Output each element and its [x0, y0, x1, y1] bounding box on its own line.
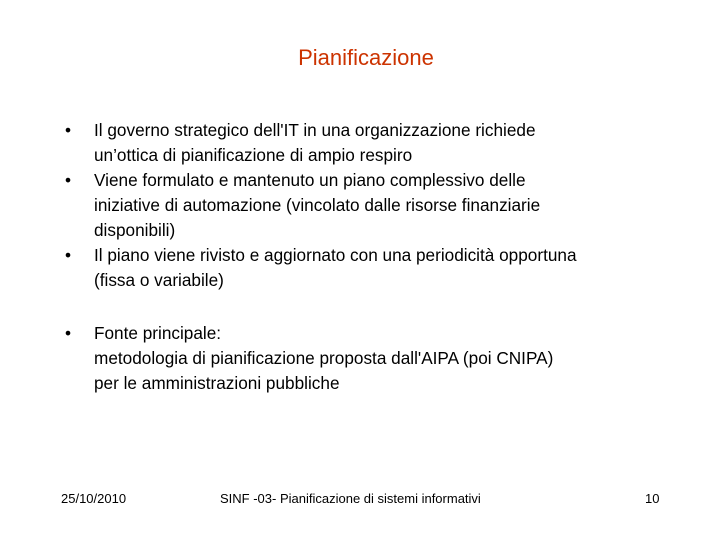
- bullet-item: [60, 118, 670, 168]
- bullet-text-line: Fonte principale:: [94, 323, 222, 343]
- bullet-text-line: Il governo strategico dell'IT in una organizzazione richiede: [94, 120, 536, 140]
- footer-page-number: 10: [645, 491, 660, 506]
- bullet-text-line: per le amministrazioni pubbliche: [94, 373, 340, 393]
- bullet-icon: •: [65, 120, 72, 140]
- footer-date: 25/10/2010: [61, 491, 127, 506]
- bullet-item: [60, 243, 670, 293]
- bullet-item: [60, 168, 670, 243]
- bullet-icon: •: [65, 245, 72, 265]
- bullet-list: [60, 118, 670, 396]
- slide-title: Pianificazione: [298, 45, 434, 70]
- bullet-text-line: metodologia di pianificazione proposta dall'AIPA (poi CNIPA): [94, 348, 554, 368]
- bullet-text-line: iniziative di automazione (vincolato dalle risorse finanziarie: [94, 195, 541, 215]
- bullet-text-line: (fissa o variabile): [94, 270, 224, 290]
- footer-title: SINF -03- Pianificazione di sistemi informativi: [220, 491, 481, 506]
- bullet-text-line: Il piano viene rivisto e aggiornato con una periodicità opportuna: [94, 245, 577, 265]
- bullet-text-line: Viene formulato e mantenuto un piano complessivo delle: [94, 170, 526, 190]
- bullet-text-line: disponibili): [94, 220, 176, 240]
- bullet-icon: •: [65, 170, 72, 190]
- bullet-icon: •: [65, 323, 72, 343]
- bullet-item: [60, 321, 670, 396]
- bullet-spacer: [60, 293, 670, 321]
- bullet-text-line: un’ottica di pianificazione di ampio respiro: [94, 145, 413, 165]
